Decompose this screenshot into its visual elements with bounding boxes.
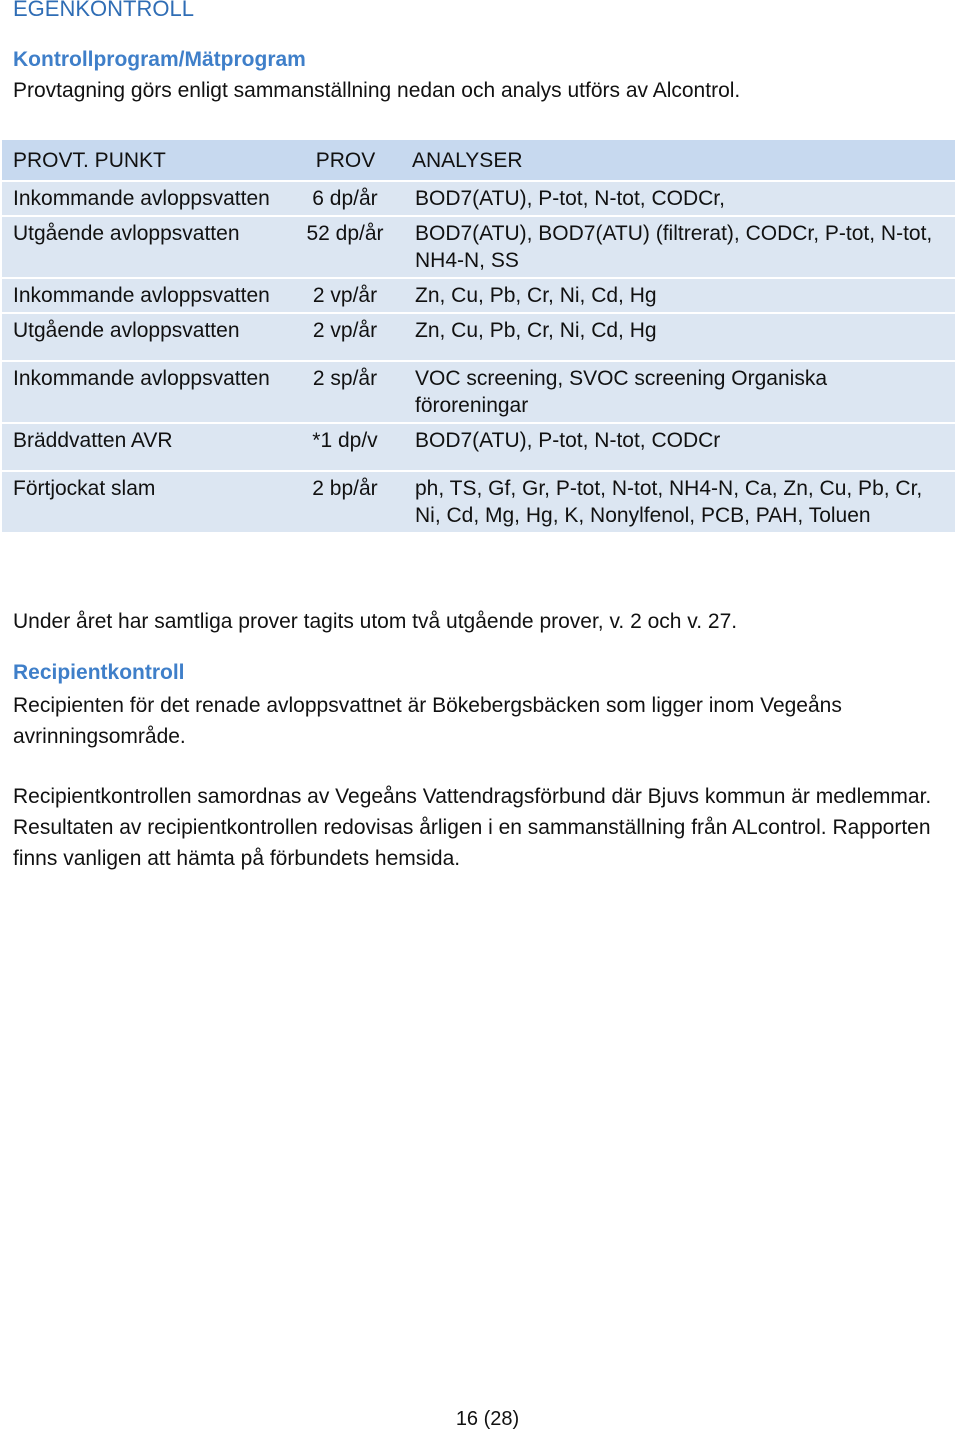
- table-row: [2, 423, 955, 471]
- table-header-row: [2, 140, 955, 181]
- table-row: [2, 181, 955, 216]
- table-row: [2, 216, 955, 278]
- cell-analyser: BOD7(ATU), BOD7(ATU) (filtrerat), CODCr, P-tot, N-tot, NH4-N, SS: [401, 216, 955, 278]
- table-row: [2, 278, 955, 313]
- sampling-note: Under året har samtliga prover tagits utom två utgående prover, v. 2 och v. 27.: [13, 610, 738, 633]
- cell-prov: 2 sp/år: [289, 361, 401, 423]
- page-number: 16 (28): [455, 1408, 520, 1430]
- cell-prov: 2 vp/år: [289, 278, 401, 313]
- table-row: [2, 313, 955, 361]
- intro-text: Provtagning görs enligt sammanställning nedan och analys utförs av Alcontrol.: [13, 79, 741, 102]
- page-heading: EGENKONTROLL: [13, 0, 194, 21]
- cell-analyser: BOD7(ATU), P-tot, N-tot, CODCr,: [401, 181, 955, 216]
- sampling-table: [2, 140, 955, 534]
- cell-prov: 2 bp/år: [289, 471, 401, 533]
- table-row: [2, 471, 955, 533]
- cell-punkt: Utgående avloppsvatten: [2, 313, 289, 361]
- cell-prov: 52 dp/år: [289, 216, 401, 278]
- cell-analyser: Zn, Cu, Pb, Cr, Ni, Cd, Hg: [401, 313, 955, 361]
- recipient-heading: Recipientkontroll: [13, 661, 185, 684]
- cell-punkt: Förtjockat slam: [2, 471, 289, 533]
- header-analyser: ANALYSER: [401, 140, 955, 181]
- header-prov: PROV: [289, 140, 401, 181]
- header-provt-punkt: PROVT. PUNKT: [2, 140, 289, 181]
- section-heading: Kontrollprogram/Mätprogram: [13, 48, 306, 71]
- cell-prov: *1 dp/v: [289, 423, 401, 471]
- cell-punkt: Utgående avloppsvatten: [2, 216, 289, 278]
- cell-analyser: Zn, Cu, Pb, Cr, Ni, Cd, Hg: [401, 278, 955, 313]
- cell-analyser: BOD7(ATU), P-tot, N-tot, CODCr: [401, 423, 955, 471]
- table-row: [2, 361, 955, 423]
- recipient-paragraph-1: Recipienten för det renade avloppsvattnet är Bökebergsbäcken som ligger inom Vegeåns avrinningsområde.: [13, 694, 842, 748]
- recipient-paragraph-2: Recipientkontrollen samordnas av Vegeåns Vattendragsförbund där Bjuvs kommun är medlemmar. Resultaten av recipientkontrollen redovisas årligen i en sammanställning från ALcontrol. Rapporten finns vanligen att hämta på förbundets hemsida.: [13, 785, 932, 870]
- cell-prov: 6 dp/år: [289, 181, 401, 216]
- cell-punkt: Inkommande avloppsvatten: [2, 181, 289, 216]
- cell-analyser: VOC screening, SVOC screening Organiska föroreningar: [401, 361, 955, 423]
- cell-punkt: Bräddvatten AVR: [2, 423, 289, 471]
- cell-punkt: Inkommande avloppsvatten: [2, 361, 289, 423]
- cell-analyser: ph, TS, Gf, Gr, P-tot, N-tot, NH4-N, Ca, Zn, Cu, Pb, Cr, Ni, Cd, Mg, Hg, K, Nonylfenol, PCB, PAH, Toluen: [401, 471, 955, 533]
- cell-punkt: Inkommande avloppsvatten: [2, 278, 289, 313]
- cell-prov: 2 vp/år: [289, 313, 401, 361]
